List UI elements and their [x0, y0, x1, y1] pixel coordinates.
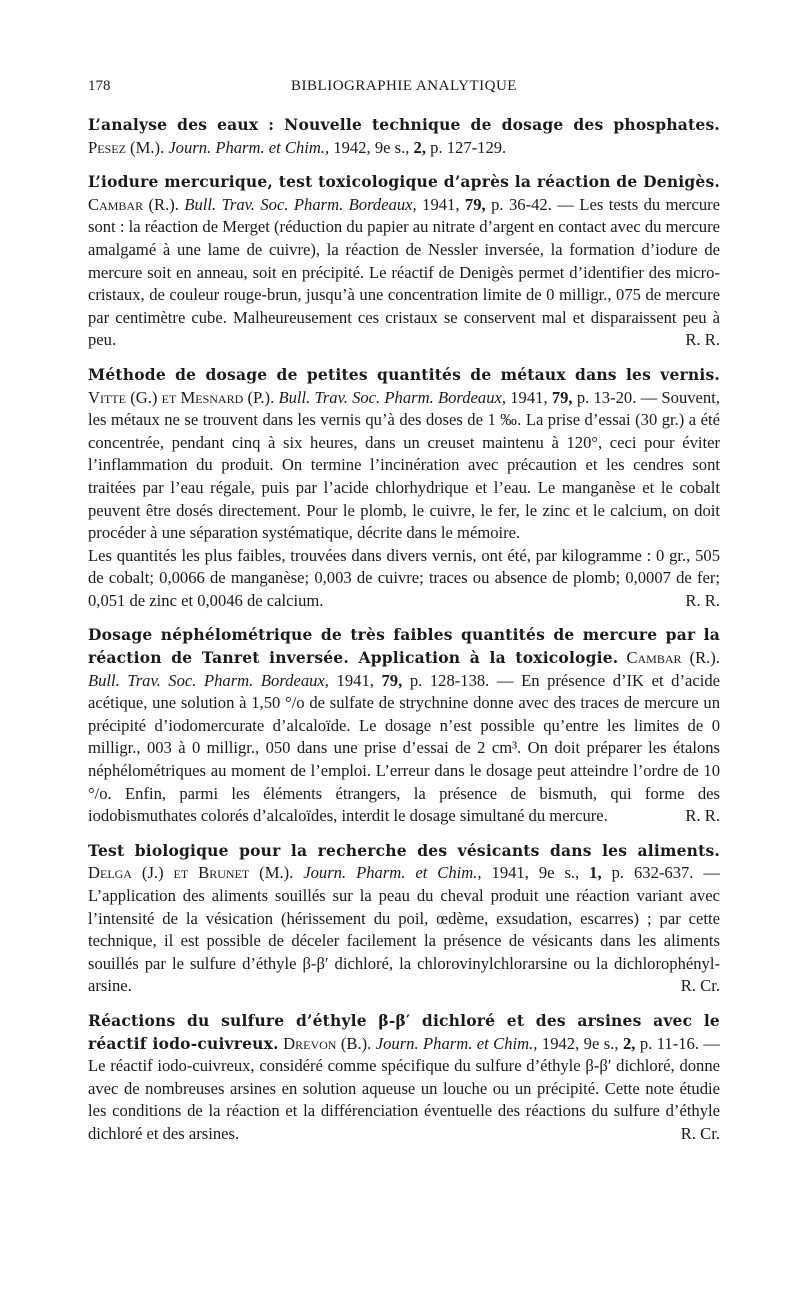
entry-title: Méthode de dosage de petites quantités de métaux dans les vernis. [88, 364, 720, 384]
entry-authors: Cambar (R.). [626, 648, 720, 668]
reviewer-initials: R. R. [685, 806, 720, 826]
entry-abstract-continued: Les quantités les plus faibles, trouvées dans divers vernis, ont été, par kilogramme : 0 gr., 505 de cobalt; 0,0066 de manganèse; 0,003 de cuivre; traces ou absence de plomb; 0,0007 de fer; 0,051 de zinc et 0,0046 de calcium. [88, 545, 720, 610]
entry-volume: 2, [413, 137, 426, 157]
reviewer-initials: R. R. [685, 330, 720, 350]
bibliography-entry [88, 1010, 720, 1146]
entry-pages: p. 11-16. [639, 1033, 699, 1053]
entry-abstract: — En présence d’IK et d’acide acétique, une solution à 1,50 °/o de sulfate de strychnine donne avec des traces de mercure un précipité d’iodomercurate d’alcaloïde. Le dosage n’est possible qu’entre les limites de 0 milligr., 003 à 0 milligr., 050 dans une prise d’essai de 2 cm³. On doit préparer les étalons néphélométriques au moment de l’emploi. L’erreur dans le dosage peut atteindre l’ordre de 10 °/o. Enfin, parmi les éléments étrangers, la présence de bismuth, qui forme des iodobismuthates colorés d’alcaloïdes, interdit le dosage simultané du mercure. [88, 670, 721, 826]
entry-title: Test biologique pour la recherche des vésicants dans les aliments. [88, 840, 720, 860]
entry-pages: p. 128-138. [409, 670, 490, 690]
entry-year: 1941, 9e s., [491, 863, 580, 883]
entry-authors: Cambar (R.). [88, 194, 179, 214]
entry-title: L’iodure mercurique, test toxicologique d’après la réaction de Denigès. [88, 172, 720, 192]
entry-title: Réactions du sulfure d’éthyle β-β′ dichloré et des arsines avec le réactif iodo-cuivreux. [88, 1010, 720, 1053]
entry-year: 1942, 9e s., [333, 137, 410, 157]
bibliography-entry [88, 171, 720, 352]
entry-journal: Bull. Trav. Soc. Pharm. Bordeaux, [278, 387, 507, 407]
entry-journal: Bull. Trav. Soc. Pharm. Bordeaux, [88, 670, 329, 690]
entry-title: Dosage néphélométrique de très faibles quantités de mercure par la réaction de Tanret inversée. Application à la toxicologie. [88, 625, 720, 668]
entry-abstract: — Les tests du mercure sont : la réaction de Merget (réduction du papier au nitrate d’argent en contact avec du mercure amalgamé à une lame de cuivre), la réaction de Nessler inversée, la formation d’iodure de mercure soit en anneau, soit en précipité. Le réactif de Denigès permet d’identifier des micro-cristaux, de couleur rouge-brun, jusqu’à une concentration limite de 0 milligr., 075 de mercure par centimètre cube. Malheureusement ces cristaux se conservent mal et disparaissent peu à peu. [88, 194, 721, 350]
entry-volume: 1, [589, 863, 602, 883]
bibliography-entry [88, 364, 720, 613]
entry-volume: 2, [622, 1033, 636, 1053]
entry-authors: Vitte (G.) et Mesnard (P.). [88, 387, 275, 407]
page-number: 178 [88, 78, 111, 94]
entry-volume: 79, [381, 670, 403, 690]
bibliography-entry [88, 840, 720, 998]
reviewer-initials: R. Cr. [680, 976, 720, 996]
entry-authors: Pesez (M.). [88, 137, 165, 157]
running-title: BIBLIOGRAPHIE ANALYTIQUE [291, 78, 517, 94]
entry-pages: p. 13-20. [576, 387, 637, 407]
entry-volume: 79, [464, 194, 486, 214]
bibliography-entry [88, 624, 720, 827]
entry-title: L’analyse des eaux : Nouvelle technique de dosage des phosphates. [88, 115, 720, 134]
entry-pages: p. 127-129. [430, 137, 507, 157]
entry-pages: p. 632-637. [611, 863, 694, 883]
reviewer-initials: R. R. [685, 590, 720, 610]
entry-journal: Journ. Pharm. et Chim., [168, 137, 330, 157]
entry-year: 1942, 9e s., [541, 1033, 619, 1053]
bibliography-entry [88, 114, 720, 159]
entry-pages: p. 36-42. [491, 194, 552, 214]
reviewer-initials: R. Cr. [680, 1123, 720, 1143]
entry-authors: Delga (J.) et Brunet (M.). [88, 863, 294, 883]
entry-journal: Bull. Trav. Soc. Pharm. Bordeaux, [184, 194, 417, 214]
entry-year: 1941, [510, 387, 548, 407]
entry-journal: Journ. Pharm. et Chim., [375, 1033, 538, 1053]
page-header [88, 78, 720, 102]
entry-journal: Journ. Pharm. et Chim., [303, 863, 482, 883]
entry-abstract: — Le réactif iodo-cuivreux, considéré comme spécifique du sulfure d’éthyle β-β′ dichloré, donne avec de nombreuses arsines en solution aqueuse un louche ou un précipité. Cette note étudie les conditions de la réaction et la différenciation éventuelle des réactions du sulfure d’éthyle dichloré et des arsines. [88, 1033, 720, 1143]
entry-year: 1941, [336, 670, 374, 690]
entry-year: 1941, [422, 194, 460, 214]
entry-volume: 79, [551, 387, 573, 407]
entry-abstract: — L’application des aliments souillés sur la peau du cheval produit une réaction variant avec l’intensité de la vésication (hérissement du poil, œdème, exsudation, escarres) ; par cette technique, il est possible de déceler facilement la présence de vésicants dans les aliments souillés par le sulfure d’éthyle β-β′ dichloré, la chlorovinylchlorarsine ou la dichlorophényl-arsine. [88, 863, 721, 996]
entry-authors: Drevon (B.). [283, 1033, 372, 1053]
entry-abstract: — Souvent, les métaux ne se trouvent dans les vernis qu’à des doses de 1 ‰. La prise d’essai (30 gr.) a été concentrée, pendant cinq à six heures, dans un creuset maintenu à 120°, ceci pour éviter l’inflammation du produit. On termine l’incinération avec précaution et les cendres sont traitées par l’eau régale, puis par l’acide chlorhydrique et l’eau. Le manganèse et le cobalt peuvent être dosés directement. Pour le plomb, le cuivre, le fer, le zinc et le calcium, on doit procéder à une séparation systématique, décrite dans le mémoire. [88, 387, 720, 543]
